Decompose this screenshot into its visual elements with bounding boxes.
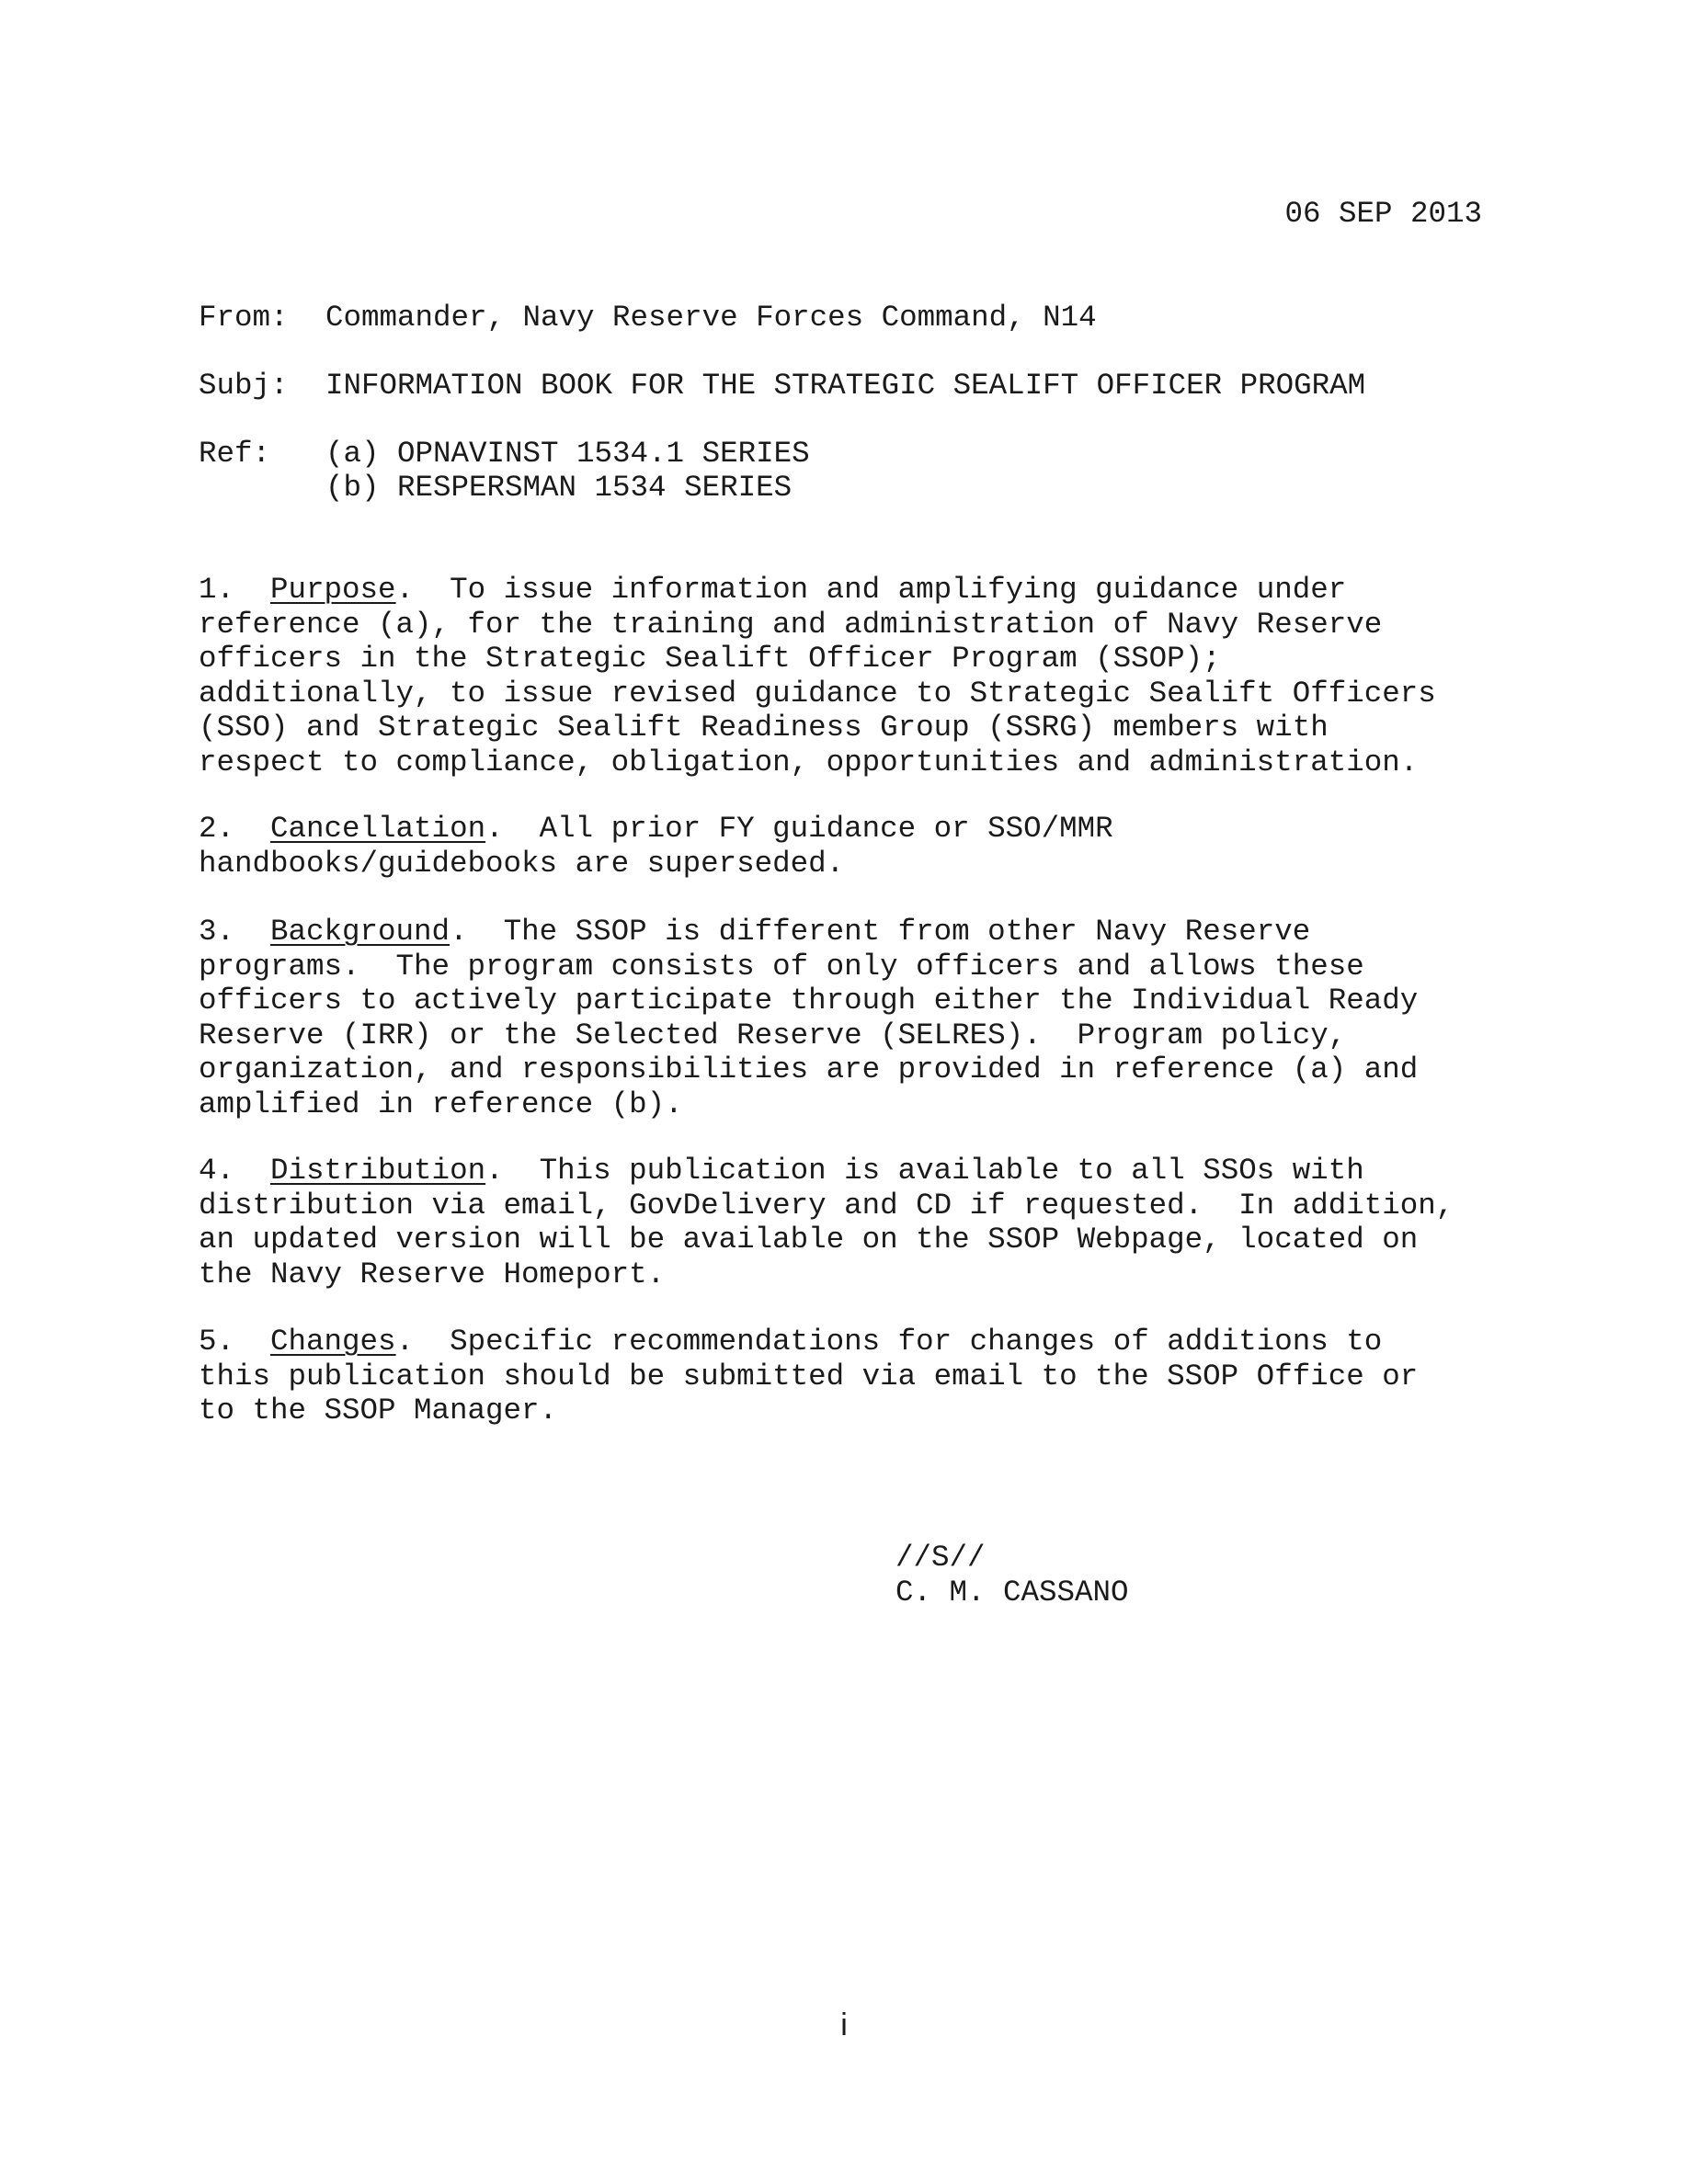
paragraph-distribution (199, 1154, 1504, 1291)
paragraph-body: reference (a), for the training and administration of Navy Reserve officers in the Strategic Sealift Officer Program (SSOP); additionally, to issue revised guidance to Strategic Sealift Officers (SSO) and Strategic Sealift Readiness Group (SSRG) members with respect to compliance, obligation, opportunities and administration. (199, 607, 1436, 779)
from-value: Commander, Navy Reserve Forces Command, N14 (325, 301, 1097, 335)
paragraph-body: programs. The program consists of only officers and allows these officers to actively participate through either the Individual Ready Reserve (IRR) or the Selected Reserve (SELRES). Program policy, organization, and responsibilities are provided in reference (a) and amplified in reference (b). (199, 949, 1419, 1121)
paragraph-body: handbooks/guidebooks are superseded. (199, 846, 845, 881)
paragraph-number: 1. (199, 573, 235, 607)
paragraph-purpose (199, 573, 1504, 779)
paragraph-first-line: . To issue information and amplifying guidance under (395, 573, 1347, 607)
paragraph-title: Background (270, 915, 451, 949)
signatory-name: C. M. CASSANO (895, 1575, 1129, 1610)
paragraph-number: 3. (199, 915, 235, 949)
reference-line-a (199, 437, 810, 472)
paragraph-title: Changes (270, 1325, 396, 1359)
paragraph-number: 2. (199, 812, 235, 846)
paragraph-number: 5. (199, 1325, 235, 1359)
subject-value: INFORMATION BOOK FOR THE STRATEGIC SEALIFT OFFICER PROGRAM (325, 369, 1366, 403)
paragraph-first-line: . Specific recommendations for changes of additions to (395, 1325, 1383, 1359)
paragraph-title: Distribution (270, 1154, 486, 1188)
reference-b: (b) RESPERSMAN 1534 SERIES (325, 471, 793, 505)
paragraph-title: Cancellation (270, 812, 486, 846)
reference-label: Ref: (199, 437, 271, 471)
paragraph-title: Purpose (270, 573, 396, 607)
page-number: i (840, 2008, 848, 2042)
paragraph-cancellation (199, 812, 1504, 881)
subject-line (199, 369, 1365, 404)
signature-block (895, 1541, 1129, 1610)
paragraph-first-line: . All prior FY guidance or SSO/MMR (485, 812, 1113, 846)
reference-a: (a) OPNAVINST 1534.1 SERIES (325, 437, 810, 471)
paragraph-background (199, 915, 1504, 1121)
signature-mark: //S// (895, 1541, 986, 1575)
memo-date: 06 SEP 2013 (1284, 197, 1482, 231)
reference-line-b (199, 471, 792, 506)
paragraph-body: distribution via email, GovDelivery and CD if requested. In addition, an updated version will be available on the SSOP Webpage, located on the Navy Reserve Homeport. (199, 1188, 1454, 1291)
paragraph-first-line: . This publication is available to all SSOs with (485, 1154, 1364, 1188)
paragraph-number: 4. (199, 1154, 235, 1188)
paragraph-changes (199, 1325, 1504, 1428)
subject-label: Subj: (199, 369, 289, 403)
from-line (199, 301, 1097, 336)
paragraph-first-line: . The SSOP is different from other Navy Reserve (450, 915, 1311, 949)
paragraph-body: this publication should be submitted via email to the SSOP Office or to the SSOP Manager. (199, 1359, 1419, 1428)
from-label: From: (199, 301, 289, 335)
